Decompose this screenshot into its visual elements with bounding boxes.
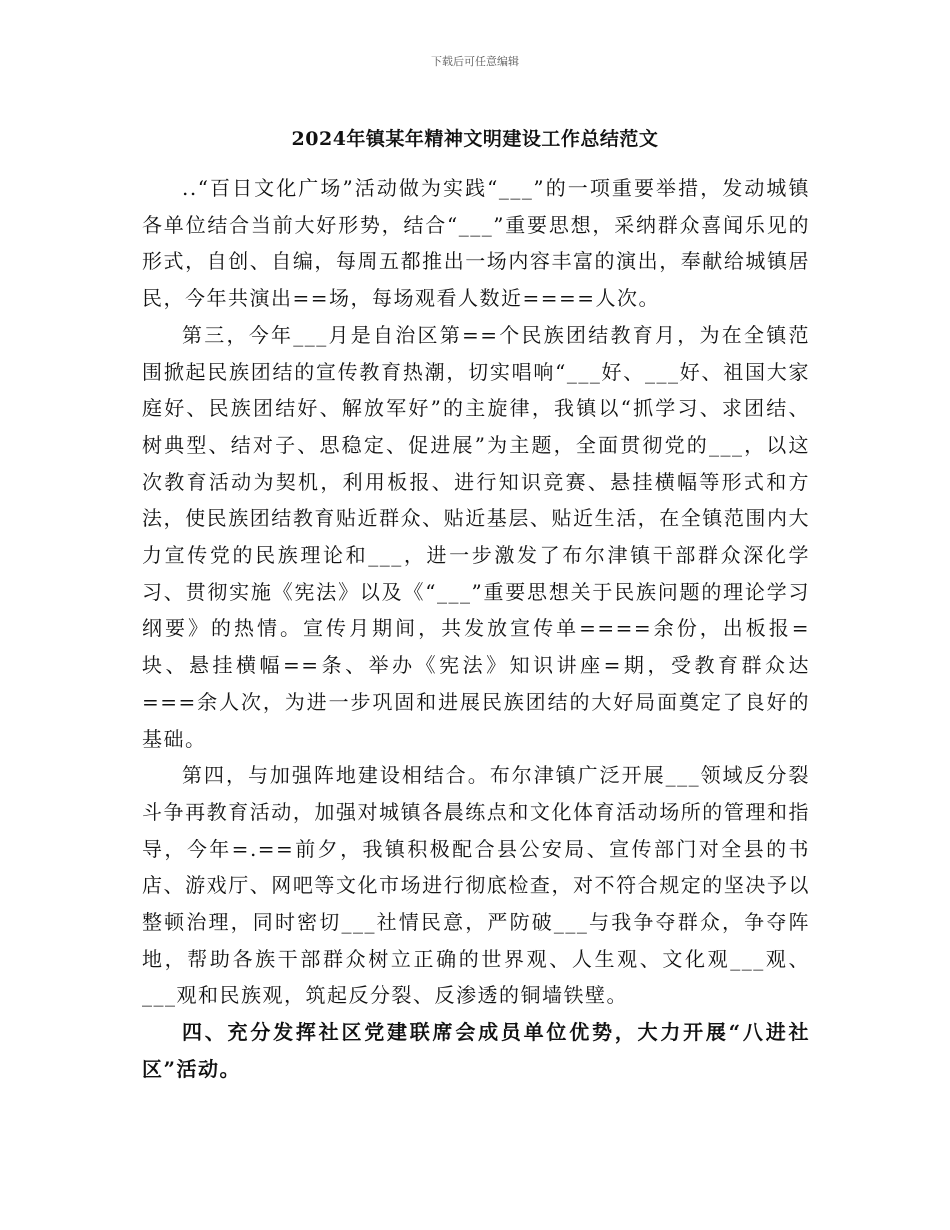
document-title: 2024年镇某年精神文明建设工作总结范文	[291, 128, 659, 150]
paragraph-fourth: 第四，与加强阵地建设相结合。布尔津镇广泛开展___领域反分裂斗争再教育活动，加强对城镇各晨练点和文化体育活动场所的管理和指导，今年=.==前夕，我镇积极配合县公安局、宣传部门对全县的书店、游戏厅、网吧等文化市场进行彻底检查，对不符合规定的坚决予以整顿治理，同时密切___社情民意，严防破___与我争夺群众，争夺阵地，帮助各族干部群众树立正确的世界观、人生观、文化观___观、___观和民族观，筑起反分裂、反渗透的铜墙铁壁。	[142, 763, 810, 1008]
header-note: 下载后可任意编辑	[431, 55, 519, 68]
section-heading: 四、充分发挥社区党建联席会成员单位优势，大力开展“八进社区”活动。	[142, 1020, 810, 1081]
document-body	[142, 170, 810, 1088]
paragraph-third: 第三，今年___月是自治区第==个民族团结教育月，为在全镇范围掀起民族团结的宣传教育热潮，切实唱响“___好、___好、祖国大家庭好、民族团结好、解放军好”的主旋律，我镇以“抓学习、求团结、树典型、结对子、思稳定、促进展”为主题，全面贯彻党的___，以这次教育活动为契机，利用板报、进行知识竞赛、悬挂横幅等形式和方法，使民族团结教育贴近群众、贴近基层、贴近生活，在全镇范围内大力宣传党的民族理论和___，进一步激发了布尔津镇干部群众深化学习、贯彻实施《宪法》以及《“___”重要思想关于民族问题的理论学习纲要》的热情。宣传月期间，共发放宣传单====余份，出板报=块、悬挂横幅==条、举办《宪法》知识讲座=期，受教育群众达===余人次，为进一步巩固和进展民族团结的大好局面奠定了良好的基础。	[142, 322, 810, 751]
paragraph-culture-square: ..“百日文化广场”活动做为实践“___”的一项重要举措，发动城镇各单位结合当前大好形势，结合“___”重要思想，采纳群众喜闻乐见的形式，自创、自编，每周五都推出一场内容丰富的演出，奉献给城镇居民，今年共演出==场，每场观看人数近====人次。	[142, 176, 810, 311]
